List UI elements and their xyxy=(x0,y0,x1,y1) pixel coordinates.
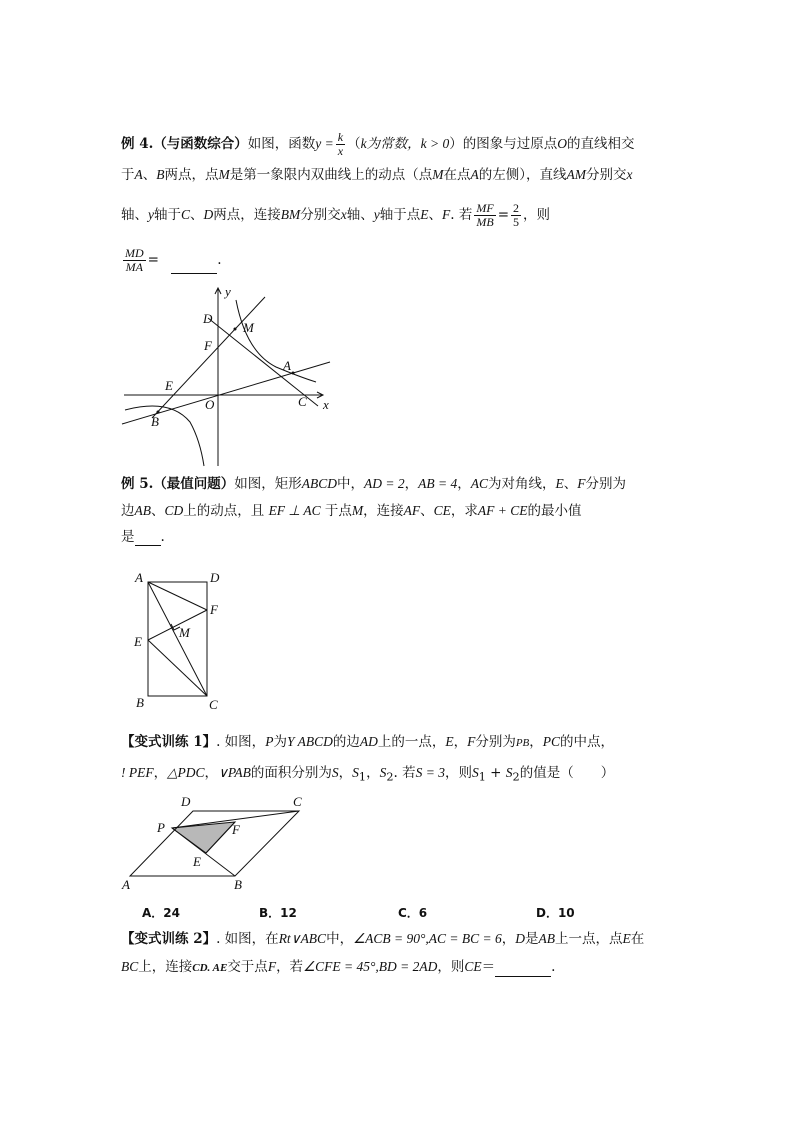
ex4-text: 轴于 xyxy=(154,207,181,223)
label-b: B xyxy=(136,695,144,710)
v2-math: ∠CFE = 45°,BD = 2AD xyxy=(303,959,438,974)
ex4-point: M xyxy=(218,167,230,182)
ex5-text: 边 xyxy=(121,503,135,519)
ex5-text: 分别为 xyxy=(585,476,627,492)
segment-ef xyxy=(148,610,207,640)
v1-text: 为 xyxy=(273,734,287,750)
ex5-math: AC xyxy=(470,476,489,491)
v1-math: S = 3 xyxy=(415,765,445,780)
v2-text: ＝ xyxy=(481,959,496,975)
v1-text: + xyxy=(485,765,506,781)
v1-math: ! PEF xyxy=(121,765,154,780)
ex4-text: 轴、 xyxy=(346,207,374,223)
label-c: C xyxy=(293,794,302,809)
ex4-text: 、 xyxy=(142,167,157,183)
label-f: F xyxy=(232,822,240,837)
ex5-text: 上的动点，且 xyxy=(183,503,265,519)
ex5-tag: （最值问题） xyxy=(153,476,235,492)
label-d: D xyxy=(210,570,220,585)
ex4-frac-den: MA xyxy=(125,260,143,274)
ex5-text: ，求 xyxy=(450,503,478,519)
v1-math: P xyxy=(265,734,274,749)
v1-math: F xyxy=(467,734,476,749)
ex4-fraction-md-ma xyxy=(123,247,146,274)
v2-text: ，若 xyxy=(276,959,304,975)
v1-text: ， xyxy=(366,765,380,781)
ex5-line-1 xyxy=(121,475,626,493)
ex4-axis: x xyxy=(626,167,633,182)
point-m xyxy=(234,328,237,331)
label-e: E xyxy=(193,854,201,869)
v2-math: BC xyxy=(121,959,139,974)
ex4-text: k为常数， xyxy=(360,136,421,151)
v2-text: . xyxy=(551,959,556,975)
ex5-math: AB = 4 xyxy=(418,476,458,491)
ex5-text: 如图，矩形 xyxy=(234,476,302,492)
v2-text: 上，连接 xyxy=(138,959,193,975)
ex4-eq: = xyxy=(147,252,159,268)
v1-figure xyxy=(118,790,318,892)
ex4-frac-num: MF xyxy=(476,201,494,215)
ex4-answer-blank[interactable] xyxy=(171,273,217,274)
v1-text: ， xyxy=(529,734,543,750)
ex5-text: ， xyxy=(457,476,471,492)
label-b: B xyxy=(151,414,159,429)
v1-text: 的值是（ ） xyxy=(519,765,615,781)
choice-a[interactable]: A．24 xyxy=(142,906,180,920)
v2-text: 中， xyxy=(326,931,354,947)
v1-text: ， xyxy=(338,765,353,781)
label-f: F xyxy=(210,602,218,617)
ex4-text: 轴、 xyxy=(121,207,148,223)
ex5-text: ，连接 xyxy=(363,503,404,519)
segment-af xyxy=(148,582,207,610)
ex4-text: 、 xyxy=(190,207,204,223)
ex5-line-2 xyxy=(121,502,582,520)
ex4-fraction-mf-mb xyxy=(474,202,495,229)
v2-line-1 xyxy=(121,930,644,948)
ex5-math: F xyxy=(577,476,586,491)
v1-subscript: 1 xyxy=(358,770,367,784)
label-f: F xyxy=(204,338,212,353)
diagonal-ac xyxy=(148,582,207,696)
ex5-figure xyxy=(130,566,230,712)
line-am xyxy=(208,318,318,406)
ex5-line-3 xyxy=(121,528,165,546)
v2-text: 交于点 xyxy=(227,959,268,975)
v1-text: . 若 xyxy=(393,765,416,781)
ex4-line-2 xyxy=(121,166,633,184)
ex4-point: M xyxy=(432,167,444,182)
v2-math: E xyxy=(622,931,631,946)
v1-math: △PDC xyxy=(167,765,205,780)
v2-math: CE xyxy=(464,959,482,974)
v1-text: ， xyxy=(453,734,468,750)
ex4-axis: y xyxy=(148,207,154,222)
ex4-func: y = xyxy=(315,136,334,151)
label-c: C xyxy=(209,697,218,712)
ex4-line-name: BM xyxy=(280,207,301,222)
ex5-answer-blank[interactable] xyxy=(135,545,161,546)
label-p: P xyxy=(157,820,165,835)
ex5-math: EF ⊥ AC xyxy=(268,503,321,518)
v1-math: S xyxy=(471,765,479,780)
ex4-text: 如图，函数 xyxy=(247,136,316,152)
ex4-frac-num: 2 xyxy=(513,201,519,215)
ex4-text: ，则 xyxy=(523,207,550,223)
v1-text: 分别为 xyxy=(475,734,516,750)
v1-math: AD xyxy=(359,734,378,749)
v1-math: E xyxy=(445,734,454,749)
ex4-text: 分别交 xyxy=(586,167,627,183)
v1-math: ∨PAB xyxy=(218,765,251,780)
v1-text: 的中点， xyxy=(560,734,615,750)
v2-text: 上一点，点 xyxy=(555,931,623,947)
ex4-text: 、 xyxy=(428,207,443,223)
v2-answer-blank[interactable] xyxy=(495,976,551,977)
hyperbola-branch-2 xyxy=(125,406,204,466)
ex5-label: 例 5. xyxy=(121,476,154,492)
choice-c[interactable]: C．6 xyxy=(398,906,428,920)
ex4-text: 分别交 xyxy=(300,207,341,223)
ex5-math: E xyxy=(555,476,564,491)
v1-line-2 xyxy=(121,764,614,787)
v2-label: 【变式训练 2】 xyxy=(121,931,217,947)
ex5-math: AB xyxy=(134,503,151,518)
ex5-math: AF + CE xyxy=(477,503,528,518)
ex5-math: AD = 2 xyxy=(364,476,405,491)
label-e: E xyxy=(165,378,173,393)
label-x: x xyxy=(323,397,329,412)
ex4-frac-num: k xyxy=(337,130,344,144)
ex4-line-1 xyxy=(121,131,634,158)
ex5-text: 的最小值 xyxy=(527,503,582,519)
ex5-text: 、 xyxy=(151,503,165,519)
ex5-math: ABCD xyxy=(301,476,338,491)
v1-text: ， xyxy=(204,765,219,781)
v2-math: Rt∨ABC xyxy=(278,931,327,946)
v2-text: . 如图，在 xyxy=(216,931,279,947)
ex5-text: 、 xyxy=(563,476,578,492)
ex5-text: . xyxy=(160,529,165,545)
segment-ce xyxy=(148,640,207,696)
v1-math: Y ABCD xyxy=(286,734,333,749)
ex5-math: AF xyxy=(403,503,421,518)
ex4-text: ）的图象与过原点 xyxy=(449,136,558,152)
v1-text: ，则 xyxy=(444,765,472,781)
ex4-point: A xyxy=(470,167,479,182)
ex4-label: 例 4. xyxy=(121,136,154,152)
v2-math: ∠ACB = 90°,AC = BC = 6 xyxy=(353,931,502,946)
label-m: M xyxy=(243,320,254,335)
ex4-figure xyxy=(118,282,343,472)
ex4-text: 轴于点 xyxy=(379,207,421,223)
label-c: C xyxy=(298,394,307,409)
label-o: O xyxy=(205,397,215,412)
label-y: y xyxy=(225,284,231,299)
ex5-text: 是 xyxy=(121,529,135,545)
ex4-axis: x xyxy=(340,207,347,222)
label-d: D xyxy=(181,794,191,809)
ex4-frac-den: MB xyxy=(476,215,494,229)
ex4-text: 两点，点 xyxy=(164,167,219,183)
v2-math: F xyxy=(267,959,277,974)
ex4-point: A xyxy=(134,167,143,182)
label-d: D xyxy=(203,311,213,326)
ex4-text: 于 xyxy=(121,167,135,183)
ex4-line-4 xyxy=(121,247,222,274)
ex5-text: 中， xyxy=(337,476,365,492)
ex4-text: 两点，连接 xyxy=(213,207,281,223)
label-e: E xyxy=(134,634,142,649)
ex5-math: CD xyxy=(164,503,184,518)
ex5-text: 于点 xyxy=(324,503,352,519)
ex4-text: . xyxy=(217,252,222,268)
ex4-tag: （与函数综合） xyxy=(153,136,248,152)
ex5-math: M xyxy=(351,503,364,518)
ex4-frac-den: 5 xyxy=(513,215,519,229)
ex4-text: 的左侧），直线 xyxy=(478,167,567,183)
ex4-text: . 若 xyxy=(450,207,473,223)
ex4-text: 的直线相交 xyxy=(566,136,635,152)
ex4-axis: y xyxy=(373,207,380,222)
ex4-point: F xyxy=(442,207,451,222)
v1-subscript: 2 xyxy=(512,770,520,784)
v1-math: S xyxy=(505,765,513,780)
ex4-cond: k > 0 xyxy=(420,136,450,151)
v2-line-2 xyxy=(121,958,555,977)
v1-subscript: 1 xyxy=(478,770,486,784)
v2-text: 在 xyxy=(630,931,645,947)
ex4-text: 是第一象限内双曲线上的动点（点 xyxy=(229,167,433,183)
ex4-frac-den: x xyxy=(337,144,344,158)
v1-line-1 xyxy=(121,733,614,752)
ex4-eq: = xyxy=(497,207,509,223)
v1-text: 上的一点， xyxy=(377,734,446,750)
v1-math: PB xyxy=(515,737,530,749)
label-m: M xyxy=(179,625,190,640)
choice-b[interactable]: B．12 xyxy=(259,906,297,920)
point-a xyxy=(292,372,295,375)
v1-math: PC xyxy=(542,734,561,749)
ex4-point: C xyxy=(181,207,191,222)
v2-text: ， xyxy=(501,931,516,947)
v2-text: ，则 xyxy=(437,959,465,975)
v2-text: 是 xyxy=(525,931,539,947)
v2-math: CD. AE xyxy=(192,962,228,974)
ex4-line-3 xyxy=(121,202,550,229)
choice-d[interactable]: D．10 xyxy=(536,906,575,920)
ex4-frac-num: MD xyxy=(125,246,144,260)
v1-math: S xyxy=(352,765,359,780)
v2-math: D xyxy=(515,931,526,946)
ex4-point: D xyxy=(203,207,214,222)
ex5-text: 、 xyxy=(420,503,434,519)
v1-text: . 如图， xyxy=(216,734,266,750)
ex4-point: B xyxy=(156,167,165,182)
label-b: B xyxy=(234,877,242,892)
v1-math: S xyxy=(379,765,387,780)
ex4-fraction-k-x xyxy=(336,131,345,158)
v1-text: ， xyxy=(153,765,168,781)
v1-text: 的边 xyxy=(332,734,360,750)
ex4-point: E xyxy=(420,207,429,222)
label-a: A xyxy=(283,358,291,373)
ex5-text: ， xyxy=(404,476,419,492)
ex4-text: 在点 xyxy=(443,167,471,183)
ex5-math: CE xyxy=(433,503,451,518)
v1-subscript: 2 xyxy=(386,770,394,784)
ex5-text: 为对角线， xyxy=(488,476,556,492)
v1-math: S xyxy=(331,765,339,780)
v1-label: 【变式训练 1】 xyxy=(121,734,217,750)
ex4-fraction-2-5 xyxy=(511,202,521,229)
label-a: A xyxy=(135,570,143,585)
v2-math: AB xyxy=(538,931,556,946)
ex4-line-name: AM xyxy=(566,167,586,182)
v1-text: 的面积分别为 xyxy=(250,765,332,781)
label-a: A xyxy=(122,877,130,892)
ex4-text: （ xyxy=(347,136,361,152)
ex4-point: O xyxy=(557,136,567,151)
